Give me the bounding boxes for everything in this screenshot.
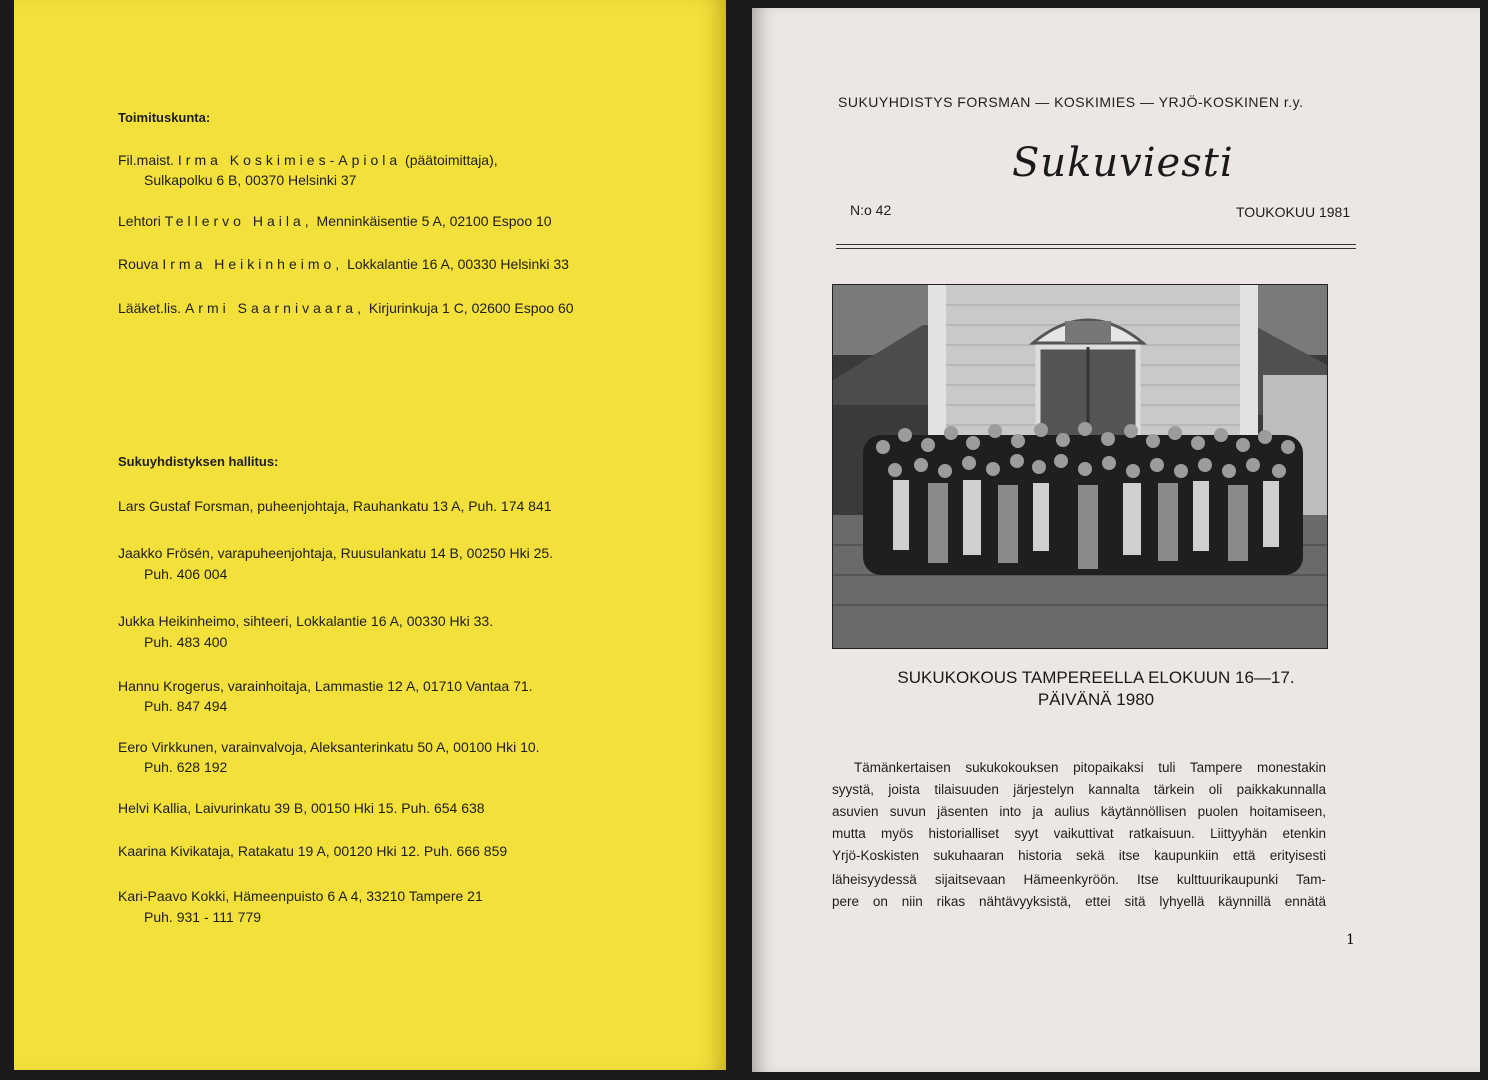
editorial-heading: Toimituskunta:	[118, 110, 211, 125]
member-address: Menninkäisentie 5 A, 02100 Espoo 10	[316, 213, 552, 229]
board-member-phone: Puh. 847 494	[144, 698, 228, 714]
board-heading: Sukuyhdistyksen hallitus:	[118, 454, 279, 469]
member-role: (päätoimittaja),	[405, 152, 498, 168]
newsletter-title: Sukuviesti	[1012, 140, 1234, 186]
board-member-phone: Puh. 483 400	[144, 634, 228, 650]
board-member-phone: Puh. 931 - 111 779	[144, 909, 262, 925]
board-member-phone: Puh. 406 004	[144, 566, 228, 582]
editorial-member	[118, 213, 552, 229]
member-name: Armi Saarnivaara,	[184, 300, 365, 316]
board-member: Hannu Krogerus, varainhoitaja, Lammastie 12 A, 01710 Vantaa 71.	[118, 678, 533, 694]
issue-number: N:o 42	[850, 202, 892, 218]
member-name: Tellervo Haila,	[164, 213, 313, 229]
divider-rule	[836, 244, 1356, 245]
board-member: Kaarina Kivikataja, Ratakatu 19 A, 00120 Hki 12. Puh. 666 859	[118, 843, 508, 859]
article-headline: SUKUKOKOUS TAMPEREELLA ELOKUUN 16—17.	[897, 668, 1295, 687]
article-body-line: asuvien suvun jäsenten into ja aulius käytännöllisen puolen hoitamiseen,	[832, 804, 1326, 819]
board-member: Kari-Paavo Kokki, Hämeenpuisto 6 A 4, 33210 Tampere 21	[118, 888, 483, 904]
board-member-phone: Puh. 628 192	[144, 759, 228, 775]
newsletter-page	[752, 8, 1480, 1072]
member-title: Rouva	[118, 256, 159, 272]
member-address: Lokkalantie 16 A, 00330 Helsinki 33	[347, 256, 569, 272]
member-title: Fil.maist.	[118, 152, 174, 168]
member-name: Irma Koskimies-Apiola	[177, 152, 402, 168]
article-body-line: Yrjö-Koskisten sukuhaaran historia sekä itse kaupunkiin että erityisesti	[832, 848, 1326, 863]
inside-cover-page	[14, 0, 726, 1070]
article-body-line: läheisyydessä sijaitsevaan Hämeenkyröön. Itse kulttuurikaupunki Tam-	[832, 872, 1326, 887]
group-photo	[832, 284, 1328, 649]
page-number: 1	[1346, 932, 1355, 948]
masthead: SUKUYHDISTYS FORSMAN — KOSKIMIES — YRJÖ-KOSKINEN r.y.	[838, 94, 1304, 110]
group-photo-image	[833, 285, 1327, 648]
board-member: Jukka Heikinheimo, sihteeri, Lokkalantie 16 A, 00330 Hki 33.	[118, 613, 494, 629]
editorial-member	[118, 256, 569, 272]
article-body-line: syystä, joista tilaisuuden järjestelyn kannalta tärkein oli paikkakunnalla	[832, 782, 1326, 797]
board-member: Jaakko Frösén, varapuheenjohtaja, Ruusulankatu 14 B, 00250 Hki 25.	[118, 545, 554, 561]
member-title: Lääket.lis.	[118, 300, 182, 316]
editorial-address: Sulkapolku 6 B, 00370 Helsinki 37	[144, 172, 357, 188]
editorial-member	[118, 300, 574, 316]
member-name: Irma Heikinheimo,	[162, 256, 344, 272]
article-headline-date: PÄIVÄNÄ 1980	[1037, 690, 1155, 709]
article-body-line: mutta myös historialliset syyt vaikuttivat ratkaisuun. Liittyyhän etenkin	[832, 826, 1326, 841]
divider-rule	[836, 248, 1356, 249]
board-member: Eero Virkkunen, varainvalvoja, Aleksanterinkatu 50 A, 00100 Hki 10.	[118, 739, 540, 755]
board-member: Helvi Kallia, Laivurinkatu 39 B, 00150 Hki 15. Puh. 654 638	[118, 800, 485, 816]
article-body-line: pere on niin rikas nähtävyyksistä, ettei sitä lyhyellä käynnillä ennätä	[832, 894, 1326, 909]
editorial-member	[118, 152, 498, 168]
issue-date: TOUKOKUU 1981	[1236, 204, 1351, 220]
member-title: Lehtori	[118, 213, 161, 229]
member-address: Kirjurinkuja 1 C, 02600 Espoo 60	[368, 300, 574, 316]
board-member: Lars Gustaf Forsman, puheenjohtaja, Rauhankatu 13 A, Puh. 174 841	[118, 498, 552, 514]
article-body-line: Tämänkertaisen sukukokouksen pitopaikaksi tuli Tampere monestakin	[854, 760, 1326, 775]
